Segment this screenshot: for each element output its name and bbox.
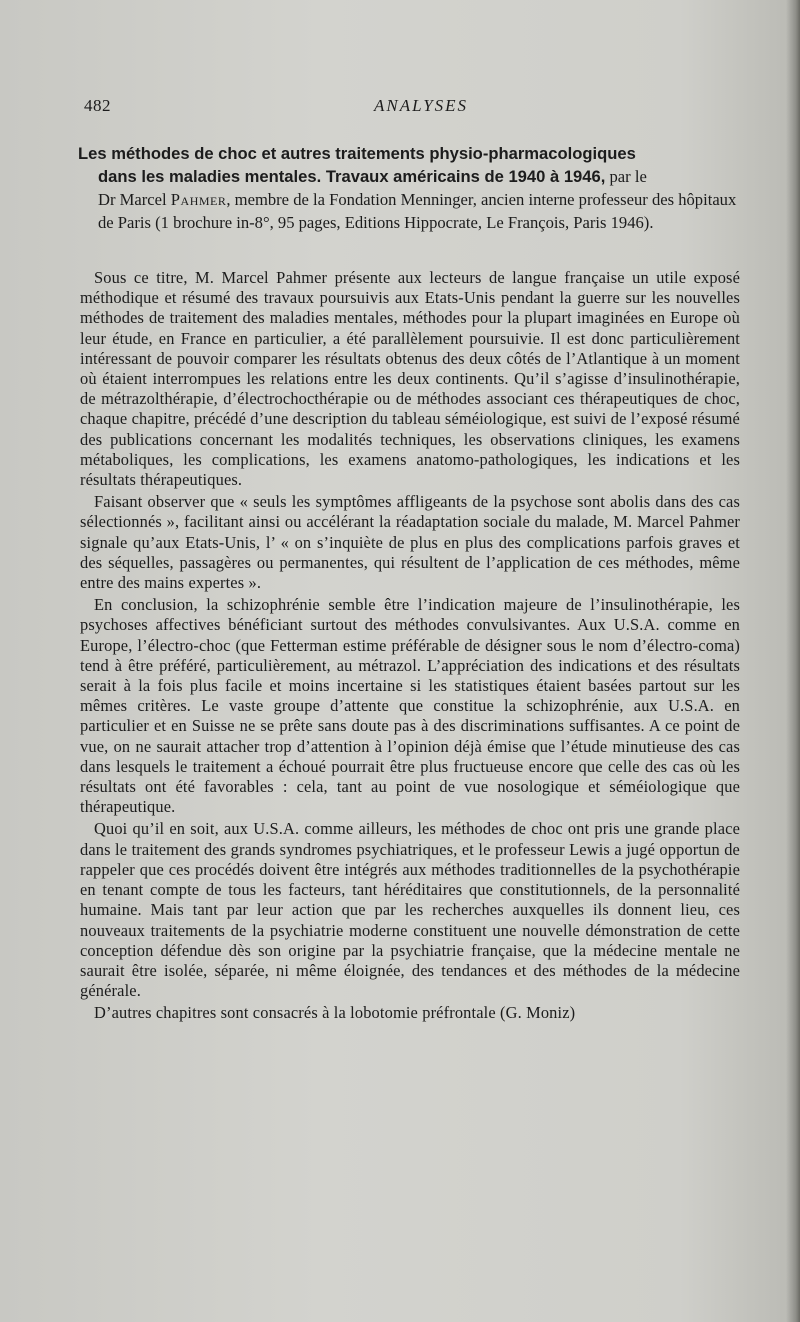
entry-ref-author: Pahmer [170,190,227,209]
paragraph: Sous ce titre, M. Marcel Pahmer présente aux lecteurs de langue française un utile exposé méthodique et résumé des travaux poursuivis aux Etats-Unis pendant la guerre sur les nouvelles méthodes de traitement des maladies mentales, méthodes pour la plupart imaginées en Europe où leur étude, en France en particulier, a été parallèlement poursuivie. Il est donc particulièrement intéressant de pouvoir comparer les résultats obtenus des deux côtés de l’Atlantique à un moment où étaient interrompues les relations entre les deux continents. Qu’il s’agisse d’insulinothérapie, de métrazolthérapie, d’électrochocthérapie ou de méthodes associant ces thérapeutiques de choc, chaque chapitre, précédé d’une description du tableau séméiologique, est suivi de l’exposé résumé des publications concernant les modalités techniques, les observations cliniques, les examens métaboliques, les complications, les examens anatomo-pathologiques, les indications et les résultats thérapeutiques. [80,268,740,490]
paragraph: En conclusion, la schizophrénie semble être l’indication majeure de l’insulinothérapie, les psychoses affectives bénéficiant surtout des méthodes convulsivantes. Aux U.S.A. comme en Europe, l’électro-choc (que Fetterman estime préférable de désigner sous le nom d’électro-coma) tend à être préféré, particulièrement, au métrazol. L’appréciation des indications et des résultats serait à la fois plus facile et moins incertaine si les statistiques étaient basées partout sur les mêmes critères. Le vaste groupe d’attente que constitue la schizophrénie, aux U.S.A. en particulier et en Suisse ne se prête sans doute pas à des discriminations suffisantes. A ce point de vue, on ne saurait attacher trop d’attention à l’opinion déjà émise que l’étude minutieuse des cas dans lesquels le traitement a échoué pourrait être plus fructueuse encore que celle des cas où les résultats ont été favorables : cela, tant au point de vue nosologique et séméiologique que thérapeutique. [80,595,740,817]
running-head: ANALYSES [374,96,469,115]
paragraph: Faisant observer que « seuls les symptômes affligeants de la psychose sont abolis dans des cas sélectionnés », facilitant ainsi ou accélérant la réadaptation sociale du malade, M. Marcel Pahmer signale qu’aux Etats-Unis, l’ « on s’inquiète de plus en plus des complications parfois graves et des séquelles, passagères ou permanentes, qui résultent de l’application de ces méthodes, même entre des mains expertes ». [80,492,740,593]
entry-reference [78,188,740,234]
entry-title [78,142,740,188]
entry-title-line2-text: dans les maladies mentales. Travaux américains de 1940 à 1946, [98,167,606,186]
page-number: 482 [84,96,111,115]
entry-ref-rest: , membre de la Fondation Menninger, ancien interne professeur des hôpitaux de Paris (1 brochure in-8°, 95 pages, Editions Hippocrate, Le François, Paris 1946). [98,190,737,232]
page-header [84,96,704,120]
entry-title-line1: Les méthodes de choc et autres traitements physio-pharmacologiques [78,144,636,163]
review-body [80,268,740,1024]
entry-title-tail: par le [605,167,647,186]
entry-ref-prefix: Dr Marcel [98,190,171,209]
paragraph: D’autres chapitres sont consacrés à la lobotomie préfrontale (G. Moniz) [94,1003,576,1023]
entry-title-line2 [78,165,740,188]
review-entry [78,142,740,234]
page-edge-shadow [786,0,800,1322]
paragraph: Quoi qu’il en soit, aux U.S.A. comme ailleurs, les méthodes de choc ont pris une grande place dans le traitement des grands syndromes psychiatriques, et le professeur Lewis a jugé opportun de rappeler que ces procédés doivent être intégrés aux méthodes traditionnelles de la psychothérapie en tenant compte de tous les facteurs, tant héréditaires que constitutionnels, de la personnalité humaine. Mais tant par leur action que par les recherches auxquelles ils donnent lieu, ces nouveaux traitements de la psychiatrie moderne constituent une nouvelle démonstration de cette conception défendue dès son origine par la psychiatrie française, que la médecine mentale ne saurait être isolée, séparée, ni même éloignée, des tendances et des méthodes de la médecine générale. [80,819,740,1001]
